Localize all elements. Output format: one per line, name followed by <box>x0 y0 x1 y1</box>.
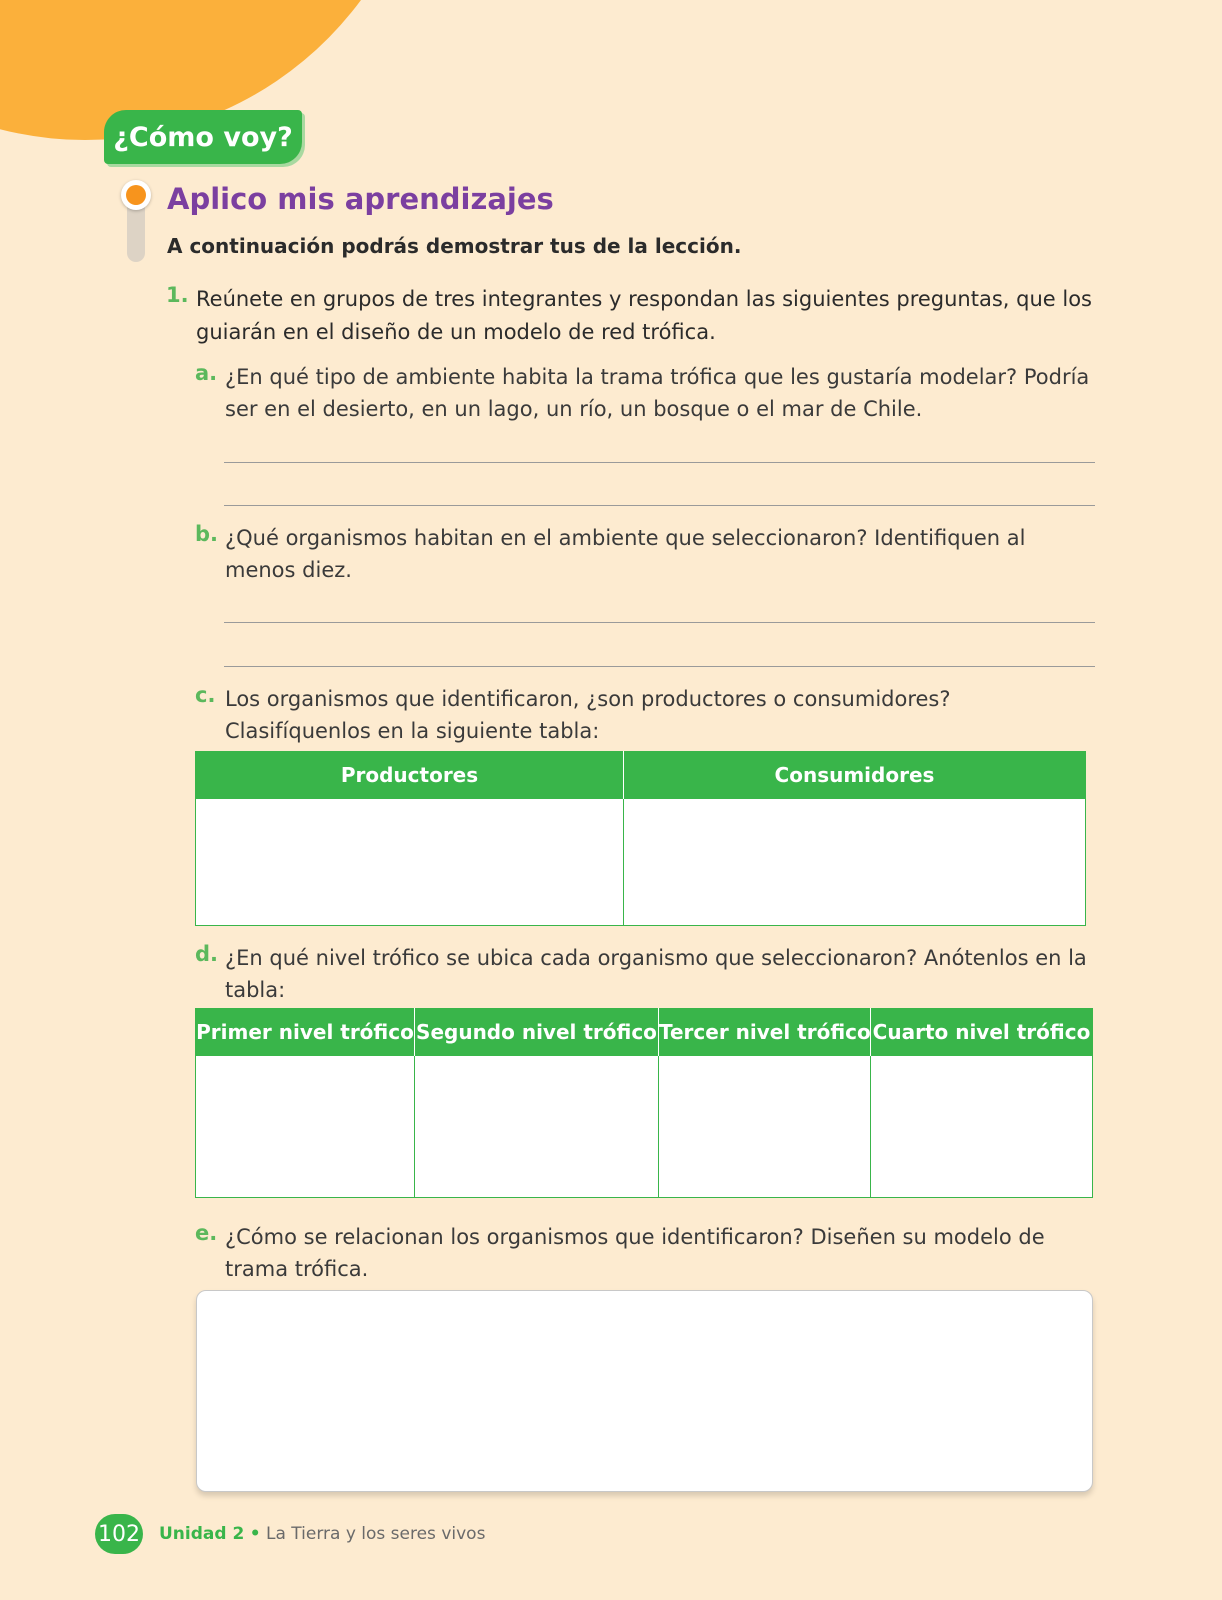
pin-head <box>121 180 151 210</box>
answer-line[interactable] <box>224 462 1095 463</box>
item-c-text: Los organismos que identificaron, ¿son productores o consumidores? Clasifíquenlos en la siguiente tabla: <box>225 687 951 743</box>
footer-title: La Tierra y los seres vivos <box>265 1524 486 1544</box>
fourth-level-cell[interactable] <box>871 1056 1093 1198</box>
second-level-cell[interactable] <box>415 1056 659 1198</box>
item-e-text: ¿Cómo se relacionan los organismos que identificaron? Diseñen su modelo de trama trófica. <box>225 1225 1045 1281</box>
trophic-levels-table <box>195 1008 1093 1198</box>
producers-cell[interactable] <box>196 799 624 926</box>
item-d-letter: d. <box>195 942 219 966</box>
header-consumidores: Consumidores <box>624 752 1086 799</box>
section-title: Aplico mis aprendizajes <box>167 182 554 216</box>
consumers-cell[interactable] <box>624 799 1086 926</box>
header-productores: Productores <box>196 752 624 799</box>
page-number: 102 <box>95 1514 143 1554</box>
answer-line[interactable] <box>224 666 1095 667</box>
header-cuarto-nivel: Cuarto nivel trófico <box>871 1009 1093 1056</box>
question-text: Reúnete en grupos de tres integrantes y respondan las siguientes preguntas, que los guiarán en el diseño de un modelo de red trófica. <box>196 287 1092 344</box>
answer-line[interactable] <box>224 622 1095 623</box>
first-level-cell[interactable] <box>196 1056 415 1198</box>
section-badge: ¿Cómo voy? <box>104 110 302 164</box>
header-tercer-nivel: Tercer nivel trófico <box>659 1009 871 1056</box>
header-segundo-nivel: Segundo nivel trófico <box>415 1009 659 1056</box>
item-b-letter: b. <box>195 522 219 546</box>
item-a-text: ¿En qué tipo de ambiente habita la trama trófica que les gustaría modelar? Podría ser en el desierto, en un lago, un río, un bosque o el mar de Chile. <box>225 365 1090 421</box>
header-primer-nivel: Primer nivel trófico <box>196 1009 415 1056</box>
footer-text <box>159 1524 485 1544</box>
question-number: 1. <box>166 283 189 307</box>
footer-separator: • <box>249 1524 261 1544</box>
intro-text: A continuación podrás demostrar tus de la lección. <box>167 234 742 258</box>
third-level-cell[interactable] <box>659 1056 871 1198</box>
item-d-text: ¿En qué nivel trófico se ubica cada organismo que seleccionaron? Anótenlos en la tabla: <box>225 946 1087 1002</box>
food-web-drawing-box[interactable] <box>196 1290 1093 1492</box>
pin-icon <box>121 180 151 262</box>
item-c-letter: c. <box>195 683 216 707</box>
producers-consumers-table <box>195 751 1086 926</box>
item-a-letter: a. <box>195 361 218 385</box>
item-b-text: ¿Qué organismos habitan en el ambiente que seleccionaron? Identifiquen al menos diez. <box>225 526 1026 582</box>
footer-unit: Unidad 2 <box>159 1524 245 1544</box>
answer-line[interactable] <box>224 505 1095 506</box>
item-e-letter: e. <box>195 1221 218 1245</box>
